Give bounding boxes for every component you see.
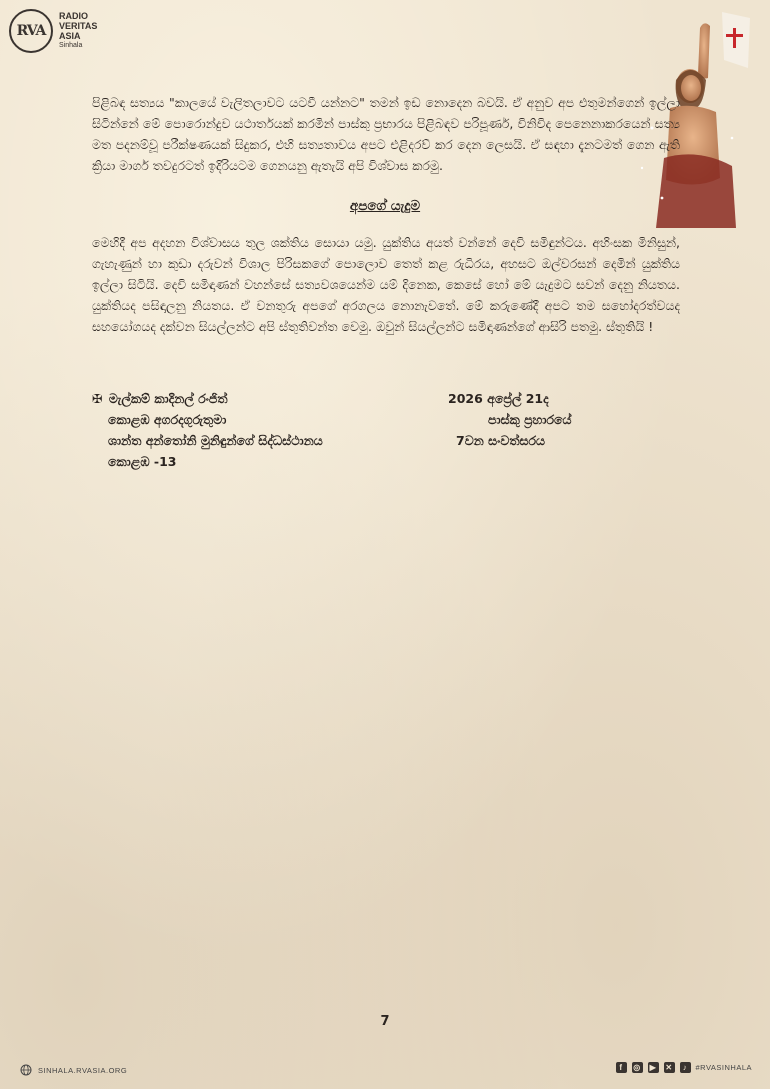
page-number: 7 <box>380 1014 390 1029</box>
radio-veritas-logo <box>9 9 97 53</box>
dateline-block <box>448 388 572 451</box>
signature-block <box>92 388 323 472</box>
logo-wordmark: RADIO VERITAS ASIA Sinhala <box>59 11 98 49</box>
youtube-icon[interactable]: ▶ <box>648 1062 659 1073</box>
dateline-anniversary: 7වන සංවත්සරය <box>456 433 546 448</box>
instagram-icon[interactable]: ◎ <box>633 1063 641 1072</box>
website-link[interactable]: SINHALA.RVASIA.ORG <box>38 1065 128 1075</box>
dateline-date: 2026 අප්‍රේල් 21ද <box>448 391 549 406</box>
paragraph-plea: මෙහිදී අප අදහන විශ්වාසය තුල ශක්තිය සොයා යමු. යුක්තිය අයත් වන්නේ දෙවි සමිඳුන්ටය. අහිංසක මිනිසුන්, ගැහැණුන් හා කුඩා දරුවන් විශාල පිරිසකගේ පොලොව තෙත් කළ රුධිරය, අහසට ඔල්වරසන් දෙමින් යුක්තිය ඉල්ලා සිටියි. දෙවි සමිඳාණන් වහන්සේ සත්‍යවශයෙන්ම යම් දිනෙක, කෙසේ හෝ මේ යැදුමට සවන් දෙනු නියතය. යුක්තියද පසිඳාලනු නියතය. ඒ වනතුරු අපගේ අරගලය නොනැවතේ. මේ කරුණේදී අපට තම සහෝදරත්වයද සහයෝගයද දක්වන සියල්ලන්ට අපි ස්තුතිවන්ත වෙමු. ඔවුන් සියල්ලන්ට සමිඳාණන්ගේ ආසිරි පතමු. ස්තුතියි ! <box>92 235 680 334</box>
footer-website[interactable] <box>20 1064 127 1076</box>
facebook-icon[interactable]: f <box>616 1062 627 1073</box>
signatory-office: ශාන්ත අන්තෝනි මුනිඳුන්ගේ සිද්ධස්ථානය <box>108 433 323 448</box>
signatory-location: කොළඹ -13 <box>108 454 177 469</box>
cross-icon: ✠ <box>92 391 103 406</box>
tiktok-icon[interactable]: ♪ <box>680 1062 691 1073</box>
globe-icon <box>20 1064 32 1076</box>
logo-mark: RVA <box>9 9 53 53</box>
paragraph-investigation: පිළිබඳ සත්‍යය "කාලයේ වැලිතලාවට යටවී යන්නට" තමන් ඉඩ නොදෙන බවයි. ඒ අනුව අප එතුමන්ගෙන් ඉල්ලා සිටින්නේ මේ පොරොන්දුව යථාර්තයක් කරමින් පාස්කු ප්‍රභාරය පිළිබඳව පරිපූර්ණ, විනිවිද පෙනෙනාකරයෙන් සත්‍ය මත පදනම්වූ පරීක්ෂණයක් සිදුකර, එහි සත්‍යතාවය අපට එළිදරව් කර දෙන ලෙසයි. ඒ සඳහා දැනටමත් ගෙන ඇති ක්‍රියා මාර්ග තවදුරටත් ඉදිරියටම ගෙනයනු ඇතැයි අපි විශ්වාස කරමු. <box>92 95 680 173</box>
x-icon[interactable]: ✕ <box>665 1063 673 1072</box>
signatory-title: කොළඹ අගරදගුරුතුමා <box>108 412 227 427</box>
section-heading-our-plea: අපගේ යැදුම <box>349 198 421 214</box>
footer-social <box>616 1062 753 1073</box>
hashtag-link[interactable]: #RVASINHALA <box>695 1063 752 1072</box>
signatory-name: මැල්කම් කාදිනල් රංජිත් <box>108 391 228 406</box>
dateline-event: පාස්කු ප්‍රහාරයේ <box>488 412 572 427</box>
